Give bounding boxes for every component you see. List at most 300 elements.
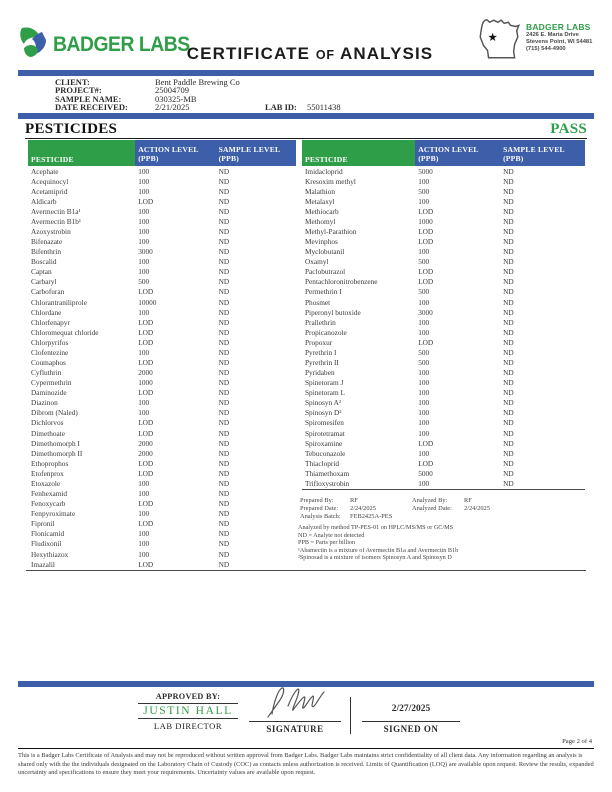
pesticide-name: Pyridaben <box>305 368 335 378</box>
pesticide-name: Methomyl <box>305 216 336 226</box>
table-row <box>28 388 296 398</box>
action-level-value: 100 <box>138 539 150 549</box>
action-level-value: LOD <box>138 317 154 327</box>
sample-level-value: ND <box>218 347 230 357</box>
action-level-value: 100 <box>138 176 150 186</box>
action-level-value: 100 <box>418 368 430 378</box>
table-row <box>302 226 585 236</box>
lab-address-line1: 2426 E. Maria Drive <box>526 32 579 38</box>
sample-level-value: ND <box>503 287 514 297</box>
level-column-headers <box>135 140 296 166</box>
action-level-value: 100 <box>138 408 150 418</box>
sample-level-value: ND <box>218 206 230 216</box>
pesticide-name: Etoxazole <box>31 478 61 488</box>
sample-level-value: ND <box>218 337 230 347</box>
sample-level-unit: (PPB) <box>503 154 524 164</box>
action-level-value: 100 <box>138 347 150 357</box>
section-header <box>25 119 587 139</box>
pesticide-name: Acephate <box>31 166 59 176</box>
table-row <box>302 166 585 176</box>
sample-level-value: ND <box>218 529 230 539</box>
signature-label: SIGNATURE <box>266 724 324 734</box>
pesticide-name: Chlordane <box>31 307 62 317</box>
sample-level-value: ND <box>503 448 514 458</box>
wisconsin-map-icon <box>476 16 522 64</box>
lab-id-label: LAB ID: <box>265 102 297 113</box>
pesticide-name: Spinetoram L <box>305 388 345 398</box>
section-title: PESTICIDES <box>25 121 118 137</box>
pesticide-name: Bifenazate <box>31 237 63 247</box>
sample-level-value: ND <box>218 458 230 468</box>
pesticide-name: Coumaphos <box>31 358 66 368</box>
action-level-value: 100 <box>418 418 430 428</box>
action-level-unit: (PPB) <box>138 154 159 164</box>
signature-handwriting <box>258 684 342 729</box>
pesticide-name: Daminozide <box>31 388 67 398</box>
action-level-value: 100 <box>418 247 430 257</box>
table-row <box>28 347 296 357</box>
method-notes <box>298 524 578 562</box>
action-level-value: 1000 <box>138 378 153 388</box>
pesticide-name: Spirotetramat <box>305 428 345 438</box>
pesticide-name: Fenoxycarb <box>31 499 66 509</box>
table-header <box>28 140 296 166</box>
table-row <box>28 418 296 428</box>
pass-status-badge: PASS <box>550 121 587 137</box>
table-row <box>302 237 585 247</box>
table-row <box>302 307 585 317</box>
pesticide-name: Fludixonil <box>31 539 62 549</box>
table-row <box>28 277 296 287</box>
table-row <box>302 327 585 337</box>
action-level-value: LOD <box>138 287 154 297</box>
table-row <box>302 388 585 398</box>
sample-level-value: ND <box>218 438 230 448</box>
action-level-value: 100 <box>138 307 150 317</box>
sample-level-value: ND <box>218 549 230 559</box>
sample-level-value: ND <box>503 176 514 186</box>
pesticide-name: Chlorfenapyr <box>31 317 70 327</box>
sample-level-value: ND <box>503 186 514 196</box>
action-level-header <box>415 140 500 166</box>
sample-level-value: ND <box>503 438 514 448</box>
pesticide-column-header: PESTICIDE <box>28 140 135 166</box>
sample-level-value: ND <box>503 368 514 378</box>
pesticide-name: Myclobutanil <box>305 247 345 257</box>
action-level-value: 100 <box>418 317 430 327</box>
table-row <box>28 499 296 509</box>
table-row <box>28 398 296 408</box>
action-level-value: LOD <box>418 337 434 347</box>
note-spinosad: ²Spinosad is a mixture of isomers Spinosyn A and Spinosyn D <box>298 554 452 562</box>
client-info-block <box>55 78 341 112</box>
pesticide-name: Acequinocyl <box>31 176 69 186</box>
sample-level-value: ND <box>503 257 514 267</box>
table-row <box>302 357 585 367</box>
action-level-value: 500 <box>418 358 430 368</box>
table-row <box>28 489 296 499</box>
table-row <box>28 176 296 186</box>
pesticide-name: Captan <box>31 267 52 277</box>
date-received-row <box>55 103 341 111</box>
table-bottom-rule <box>26 570 586 571</box>
pesticide-name: Phosmet <box>305 297 331 307</box>
approver-role: LAB DIRECTOR <box>153 721 223 731</box>
action-level-value: 100 <box>138 216 150 226</box>
table-row <box>28 247 296 257</box>
sample-level-value: ND <box>503 166 514 176</box>
pesticide-name: Cyfluthrin <box>31 368 62 378</box>
action-level-value: 100 <box>418 378 430 388</box>
sample-level-value: ND <box>503 418 514 428</box>
action-level-value: 100 <box>418 408 430 418</box>
pesticide-name: Boscalid <box>31 257 57 267</box>
sample-level-value: ND <box>503 378 514 388</box>
table-row <box>302 438 585 448</box>
table-row <box>28 166 296 176</box>
sample-level-value: ND <box>503 337 514 347</box>
action-level-value: 2000 <box>138 438 153 448</box>
action-level-value: 100 <box>138 489 150 499</box>
table-header <box>302 140 585 166</box>
pesticide-name: Chlorantraniliprole <box>31 297 87 307</box>
sample-level-value: ND <box>503 267 514 277</box>
action-level-header-text: ACTION LEVEL <box>418 144 479 154</box>
table-row <box>302 206 585 216</box>
badger-logo-icon <box>18 26 48 63</box>
date-received-label: DATE RECEIVED: <box>55 102 128 113</box>
sample-level-value: ND <box>218 418 230 428</box>
pesticide-name: Prallethrin <box>305 317 336 327</box>
prepared-by-label: Prepared By: <box>300 496 334 504</box>
action-level-value: LOD <box>138 519 154 529</box>
action-level-value: 2000 <box>138 448 153 458</box>
analyzed-date-value: 2/24/2025 <box>464 505 490 513</box>
page-number: Page 2 of 4 <box>562 738 592 745</box>
table-row <box>28 509 296 519</box>
table-row <box>28 196 296 206</box>
lab-address-text <box>526 16 592 64</box>
lab-phone: (715) 544-4900 <box>526 46 566 53</box>
sample-level-value: ND <box>503 478 514 488</box>
table-row <box>28 267 296 277</box>
action-level-value: 100 <box>418 388 430 398</box>
sample-level-value: ND <box>503 307 514 317</box>
action-level-value: 3000 <box>138 247 153 257</box>
pesticide-name: Propicanozole <box>305 327 347 337</box>
table-row <box>28 438 296 448</box>
action-level-value: LOD <box>418 277 434 287</box>
lab-address-badge <box>476 16 592 64</box>
action-level-value: 100 <box>138 206 150 216</box>
sample-level-value: ND <box>503 206 514 216</box>
table-row <box>302 176 585 186</box>
table-row <box>28 237 296 247</box>
action-level-value: 100 <box>138 549 150 559</box>
note-ppb: PPB = Parts per billion <box>298 539 356 547</box>
table-row <box>302 378 585 388</box>
analyzed-by-label: Analyzed By: <box>412 496 448 504</box>
pesticide-name: Hexythiazox <box>31 549 69 559</box>
action-level-value: 100 <box>138 227 150 236</box>
sample-level-value: ND <box>218 166 230 176</box>
pesticide-name: Spinosyn D² <box>305 408 342 418</box>
table-row <box>302 408 585 418</box>
pesticide-name: Chlorpyrifos <box>31 337 69 347</box>
action-level-value: LOD <box>138 428 154 438</box>
sample-level-value: ND <box>218 428 230 438</box>
pesticide-name: Piperonyl butoxide <box>305 307 361 317</box>
sample-level-value: ND <box>503 358 514 368</box>
client-label: CLIENT: <box>55 76 90 87</box>
analysis-batch-value: FEB2425A-PES <box>350 513 393 521</box>
table-row <box>28 327 296 337</box>
sample-level-value: ND <box>503 247 514 257</box>
title-part-2: ANALYSIS <box>340 44 434 63</box>
sample-level-value: ND <box>218 227 230 236</box>
table-row <box>302 297 585 307</box>
sample-level-value: ND <box>503 388 514 398</box>
footer-rule <box>18 748 594 749</box>
table-row <box>302 337 585 347</box>
sample-level-value: ND <box>503 317 514 327</box>
table-row <box>28 519 296 529</box>
table-row <box>28 357 296 367</box>
action-level-value: 100 <box>418 478 430 488</box>
sample-level-value: ND <box>503 468 514 478</box>
prep-info-block <box>300 496 580 521</box>
pesticide-name: Fenhexamid <box>31 489 68 499</box>
action-level-value: LOD <box>138 196 154 206</box>
sample-level-value: ND <box>503 227 514 236</box>
action-level-header-text: ACTION LEVEL <box>138 144 199 154</box>
pesticide-name: Ethoprophos <box>31 458 69 468</box>
action-level-value: 100 <box>418 176 430 186</box>
table-row <box>28 468 296 478</box>
pesticide-name: Bifenthrin <box>31 247 61 257</box>
table-row <box>28 408 296 418</box>
table-row <box>28 186 296 196</box>
action-level-value: LOD <box>138 559 154 569</box>
table-row <box>302 196 585 206</box>
action-level-value: 100 <box>138 398 150 408</box>
divider-bar-top <box>18 70 594 76</box>
pesticide-name: Pentachloronitrobenzene <box>305 277 378 287</box>
action-level-value: 100 <box>418 448 430 458</box>
sample-level-header <box>216 140 296 166</box>
prepared-date-value: 2/24/2025 <box>350 505 376 513</box>
note-abamectin: ¹Abamectin is a mixture of Avermectin B1a and Avermectin B1b <box>298 546 459 554</box>
table-row <box>28 368 296 378</box>
action-level-value: LOD <box>138 388 154 398</box>
action-level-value: 3000 <box>418 307 433 317</box>
pesticide-name: Methiocarb <box>305 206 339 216</box>
prepared-date-row <box>300 504 580 512</box>
sample-level-value: ND <box>218 247 230 257</box>
sample-level-value: ND <box>218 368 230 378</box>
table-row <box>302 267 585 277</box>
sample-level-value: ND <box>503 398 514 408</box>
pesticide-name: Oxamyl <box>305 257 329 267</box>
svg-text:★: ★ <box>487 32 498 45</box>
action-level-value: LOD <box>138 499 154 509</box>
action-level-value: 100 <box>418 327 430 337</box>
table-row <box>28 448 296 458</box>
sample-level-value: ND <box>218 257 230 267</box>
title-of: OF <box>315 48 335 62</box>
table-row <box>302 257 585 267</box>
sample-level-value: ND <box>218 216 230 226</box>
table-row <box>28 317 296 327</box>
action-level-value: 100 <box>138 186 150 196</box>
pesticide-name: Fenpyroximate <box>31 509 76 519</box>
table-row <box>302 277 585 287</box>
action-level-value: 10000 <box>138 297 157 307</box>
action-level-value: 100 <box>418 196 430 206</box>
table-row <box>302 186 585 196</box>
signed-on-label: SIGNED ON <box>383 724 439 734</box>
sample-level-value: ND <box>218 408 230 418</box>
action-level-value: LOD <box>138 458 154 468</box>
table-row <box>302 287 585 297</box>
sample-level-value: ND <box>218 186 230 196</box>
table-row <box>28 257 296 267</box>
table-row <box>28 297 296 307</box>
pesticide-name: Azoxystrobin <box>31 227 71 236</box>
prepared-by-row <box>300 496 580 504</box>
signed-on-date: 2/27/2025 <box>391 704 431 714</box>
action-level-value: 500 <box>418 257 430 267</box>
pesticide-name: Thiacloprid <box>305 458 340 468</box>
sample-level-value: ND <box>218 388 230 398</box>
action-level-value: 100 <box>418 297 430 307</box>
level-column-headers <box>415 140 585 166</box>
pesticide-name: Fipronil <box>31 519 55 529</box>
sample-level-value: ND <box>218 489 230 499</box>
pesticide-name: Pyrethrin I <box>305 347 337 357</box>
sample-level-value: ND <box>218 176 230 186</box>
table-row <box>302 448 585 458</box>
sample-level-value: ND <box>218 237 230 247</box>
sample-level-value: ND <box>503 237 514 247</box>
table-row <box>28 226 296 236</box>
pesticide-name: Spiroxamine <box>305 438 343 448</box>
project-label: PROJECT#: <box>55 85 102 96</box>
table-body-left <box>28 166 296 569</box>
action-level-value: LOD <box>418 206 434 216</box>
date-received-value: 2/21/2025 <box>155 102 190 113</box>
sample-level-value: ND <box>503 216 514 226</box>
action-level-value: 2000 <box>138 368 153 378</box>
pesticide-name: Carbofuran <box>31 287 65 297</box>
table-row <box>28 428 296 438</box>
action-level-value: 100 <box>138 237 150 247</box>
sample-level-value: ND <box>218 358 230 368</box>
action-level-value: 100 <box>138 257 150 267</box>
table-row <box>28 478 296 488</box>
approval-divider <box>350 697 351 734</box>
table-row <box>302 317 585 327</box>
pesticides-table-left <box>28 140 296 569</box>
sample-level-value: ND <box>218 478 230 488</box>
table-row <box>28 559 296 569</box>
action-level-value: LOD <box>418 237 434 247</box>
note-method: Analyzed by method TP-PES-01 on HPLC/MS/MS or GC/MS <box>298 524 454 531</box>
pesticide-name: Methyl-Parathion <box>305 227 357 236</box>
action-level-value: 100 <box>138 529 150 539</box>
table-row <box>302 458 585 468</box>
sample-level-value: ND <box>218 398 230 408</box>
sample-level-value: ND <box>503 327 514 337</box>
note-nd: ND = Analyte not detected <box>298 531 365 539</box>
action-level-value: 500 <box>418 186 430 196</box>
brand-name: BADGER LABS <box>53 32 190 56</box>
action-level-value: 500 <box>418 287 430 297</box>
sample-level-value: ND <box>218 196 230 206</box>
action-level-value: 5000 <box>418 468 433 478</box>
sample-level-value: ND <box>218 378 230 388</box>
pesticide-name: Imidacloprid <box>305 166 343 176</box>
table-row <box>302 428 585 438</box>
pesticide-name: Dimethoate <box>31 428 66 438</box>
action-level-value: LOD <box>418 267 434 277</box>
sample-level-value: ND <box>218 327 230 337</box>
action-level-value: LOD <box>138 327 154 337</box>
action-level-value: LOD <box>418 458 434 468</box>
action-level-value: LOD <box>418 227 434 236</box>
action-level-value: 100 <box>418 398 430 408</box>
action-level-value: 100 <box>138 509 150 519</box>
sample-level-value: ND <box>218 317 230 327</box>
sample-level-value: ND <box>503 347 514 357</box>
action-level-value: 100 <box>138 478 150 488</box>
action-level-header <box>135 140 215 166</box>
signature-line <box>249 721 341 722</box>
pesticide-name: Dimethomorph II <box>31 448 83 458</box>
prepared-by-value: RF <box>350 496 358 504</box>
sample-level-value: ND <box>218 448 230 458</box>
pesticide-name: Tebuconazole <box>305 448 346 458</box>
pesticide-column-header: PESTICIDE <box>302 140 415 166</box>
lab-name: BADGER LABS <box>526 22 591 32</box>
sample-level-header-text: SAMPLE LEVEL <box>218 144 281 154</box>
action-level-value: LOD <box>138 468 154 478</box>
sample-name-value: 030325-MB <box>155 93 197 104</box>
pesticide-name: Permethrin I <box>305 287 342 297</box>
pesticide-name: Diazinon <box>31 398 58 408</box>
sample-level-value: ND <box>503 297 514 307</box>
pesticide-name: Dichlorvos <box>31 418 64 428</box>
table-row <box>302 398 585 408</box>
approved-by-label: APPROVED BY: <box>138 692 238 704</box>
sample-level-value: ND <box>218 509 230 519</box>
table-row <box>28 378 296 388</box>
pesticide-name: Carbaryl <box>31 277 57 287</box>
pesticide-name: Cypermethrin <box>31 378 72 388</box>
pesticide-name: Avermectin B1a¹ <box>31 206 81 216</box>
table-row <box>28 287 296 297</box>
action-level-value: LOD <box>138 418 154 428</box>
action-level-value: 100 <box>418 428 430 438</box>
pesticide-name: Mevinphos <box>305 237 338 247</box>
analysis-batch-label: Analysis Batch: <box>300 513 341 521</box>
table-row <box>302 216 585 226</box>
action-level-value: 5000 <box>418 166 433 176</box>
pesticide-name: Trifloxystrobin <box>305 478 350 488</box>
pesticide-name: Aldicarb <box>31 196 57 206</box>
table-row <box>302 468 585 478</box>
table-row <box>28 337 296 347</box>
